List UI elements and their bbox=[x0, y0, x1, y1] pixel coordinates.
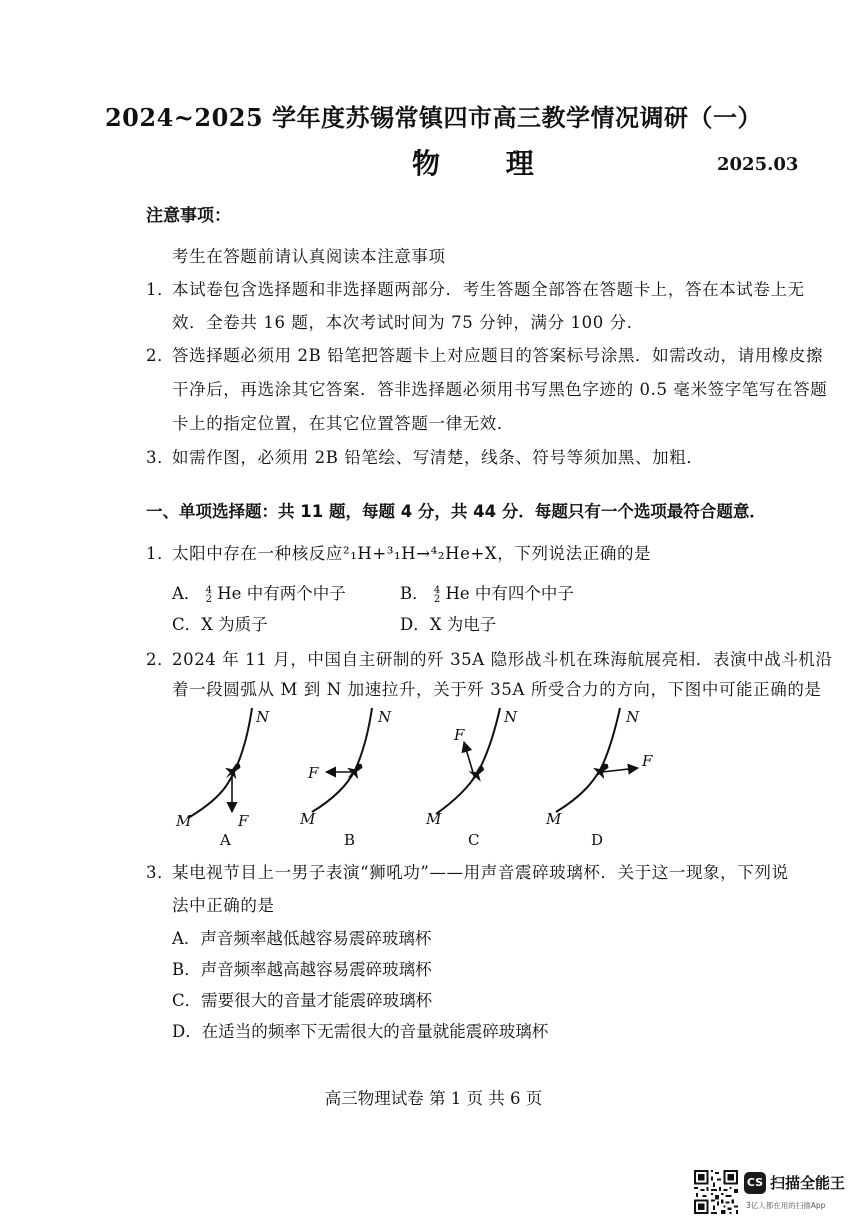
camscanner-tagline: 3亿人都在用的扫描App bbox=[746, 1201, 826, 1210]
notice-item-2-line-3: 卡上的指定位置，在其它位置答题一律无效． bbox=[172, 414, 514, 433]
q2-figure-a-m: M bbox=[176, 812, 192, 830]
jet-icon bbox=[464, 761, 489, 787]
q3-option-c-text: 需要很大的音量才能震碎玻璃杯 bbox=[201, 991, 433, 1010]
q1-text-after: ，下列说法正确的是 bbox=[497, 544, 652, 563]
page-footer: 高三物理试卷 第 1 页 共 6 页 bbox=[324, 1089, 543, 1108]
q1-option-b-charge: 2 bbox=[433, 593, 441, 605]
exam-title: 2024~2025 学年度苏锡常镇四市高三教学情况调研（一） bbox=[104, 103, 763, 132]
q2-figure-d-label: D bbox=[591, 831, 604, 849]
q2-figure-c-m: M bbox=[426, 810, 442, 828]
q2-figure-c-f: F bbox=[454, 726, 465, 744]
q3-option-c[interactable] bbox=[172, 987, 432, 1011]
q1-option-b-label: B． bbox=[400, 584, 429, 603]
q2-figure-d-arc bbox=[556, 708, 620, 812]
q2-figure-c-label: C bbox=[468, 831, 480, 849]
q1-reaction: ²₁H+³₁H→⁴₂He+X bbox=[343, 544, 498, 563]
notice-item-2-line-2: 干净后，再选涂其它答案．答非选择题必须用书写黑色字迹的 0.5 毫米签字笔写在答题 bbox=[172, 380, 828, 399]
q2-number: 2． bbox=[146, 650, 175, 669]
camscanner-name: 扫描全能王 bbox=[770, 1174, 846, 1192]
q1-stem bbox=[172, 540, 651, 564]
q2-figure-c[interactable] bbox=[425, 708, 518, 849]
q2-figure-d-n: N bbox=[626, 708, 640, 726]
q1-number: 1． bbox=[146, 544, 175, 563]
q1-option-a-text: He 中有两个中子 bbox=[217, 584, 346, 603]
q3-line-1: 某电视节目上一男子表演“狮吼功”——用声音震碎玻璃杯．关于这一现象，下列说 bbox=[172, 863, 789, 882]
q2-figure-b[interactable] bbox=[299, 708, 392, 849]
q2-figure-b-arc bbox=[312, 708, 372, 812]
q2-figure-d-force-arrow bbox=[602, 768, 638, 772]
subject-title: 物 理 bbox=[412, 147, 562, 180]
q2-figure-a-n: N bbox=[256, 708, 270, 726]
q1-option-b[interactable] bbox=[400, 580, 574, 604]
notice-item-2-num: 2． bbox=[146, 346, 175, 365]
q1-option-a-label: A． bbox=[172, 584, 201, 603]
q2-figure-b-n: N bbox=[378, 708, 392, 726]
q2-figures bbox=[160, 700, 680, 852]
q1-option-a-nuclide bbox=[206, 584, 212, 604]
q3-option-b[interactable] bbox=[172, 956, 432, 980]
exam-date: 2025.03 bbox=[717, 154, 799, 175]
scanner-watermark bbox=[694, 1170, 864, 1220]
q3-line-2: 法中正确的是 bbox=[172, 896, 275, 915]
q2-figure-b-f: F bbox=[308, 764, 319, 782]
notice-item-3-num: 3． bbox=[146, 448, 175, 467]
section-1-heading: 一、单项选择题：共 11 题，每题 4 分，共 44 分．每题只有一个选项最符合题意． bbox=[146, 502, 766, 521]
q1-option-b-mass: 4 bbox=[433, 584, 441, 596]
q2-figure-b-m: M bbox=[300, 810, 316, 828]
camscanner-logo: CS bbox=[744, 1172, 766, 1194]
notice-item-3-line-1: 如需作图，必须用 2B 铅笔绘、写清楚，线条、符号等须加黑、加粗． bbox=[172, 448, 704, 467]
q2-figure-c-arc bbox=[436, 708, 500, 814]
q2-figure-a-arc bbox=[188, 708, 252, 818]
notice-heading: 注意事项： bbox=[146, 206, 231, 226]
q3-option-d[interactable] bbox=[172, 1018, 548, 1042]
q3-option-d-text: 在适当的频率下无需很大的音量就能震碎玻璃杯 bbox=[201, 1022, 549, 1041]
q1-option-b-text: He 中有四个中子 bbox=[445, 584, 574, 603]
q2-figure-d-m: M bbox=[546, 810, 562, 828]
q1-option-c[interactable] bbox=[172, 611, 268, 635]
q1-option-a-charge: 2 bbox=[205, 593, 213, 605]
qr-code-icon bbox=[694, 1170, 738, 1214]
q1-option-a[interactable] bbox=[172, 580, 346, 604]
q1-option-d[interactable] bbox=[400, 611, 496, 635]
q1-text-before: 太阳中存在一种核反应 bbox=[172, 544, 343, 563]
q1-option-c-text: X 为质子 bbox=[201, 615, 268, 634]
q2-figure-d-f: F bbox=[642, 752, 653, 770]
notice-item-1-line-1: 本试卷包含选择题和非选择题两部分．考生答题全部答在答题卡上，答在本试卷上无 bbox=[172, 280, 805, 299]
q2-figure-a-label: A bbox=[220, 831, 231, 849]
notice-item-1-num: 1． bbox=[146, 280, 175, 299]
q3-option-a-text: 声音频率越低越容易震碎玻璃杯 bbox=[200, 929, 432, 948]
q1-option-c-label: C． bbox=[172, 615, 202, 634]
q3-option-b-label: B． bbox=[172, 960, 201, 979]
q2-figure-d[interactable] bbox=[545, 708, 653, 849]
q2-figure-b-label: B bbox=[344, 831, 356, 849]
q1-option-a-mass: 4 bbox=[205, 584, 213, 596]
notice-intro: 考生在答题前请认真阅读本注意事项 bbox=[172, 247, 446, 266]
notice-item-1-line-2: 效．全卷共 16 题，本次考试时间为 75 分钟，满分 100 分． bbox=[172, 313, 644, 332]
q1-option-d-label: D． bbox=[400, 615, 430, 634]
q2-figure-c-force-arrow bbox=[464, 742, 474, 776]
notice-item-2-line-1: 答选择题必须用 2B 铅笔把答题卡上对应题目的答案标号涂黑．如需改动，请用橡皮擦 bbox=[172, 346, 824, 365]
q3-option-b-text: 声音频率越高越容易震碎玻璃杯 bbox=[200, 960, 432, 979]
q1-option-d-text: X 为电子 bbox=[429, 615, 497, 634]
q2-figure-c-n: N bbox=[504, 708, 518, 726]
q2-line-1: 2024 年 11 月，中国自主研制的歼 35A 隐形战斗机在珠海航展亮相．表演中战斗机沿 bbox=[172, 650, 833, 669]
q3-option-a[interactable] bbox=[172, 925, 431, 949]
q3-number: 3． bbox=[146, 863, 175, 882]
q3-option-c-label: C． bbox=[172, 991, 202, 1010]
q3-option-a-label: A． bbox=[172, 929, 201, 948]
q2-figure-a[interactable] bbox=[175, 708, 270, 849]
q2-line-2: 着一段圆弧从 M 到 N 加速拉升，关于歼 35A 所受合力的方向，下图中可能正确的是 bbox=[172, 680, 822, 699]
q3-option-d-label: D． bbox=[172, 1022, 202, 1041]
q2-figure-a-f: F bbox=[238, 812, 249, 830]
q1-option-b-nuclide bbox=[434, 584, 440, 604]
